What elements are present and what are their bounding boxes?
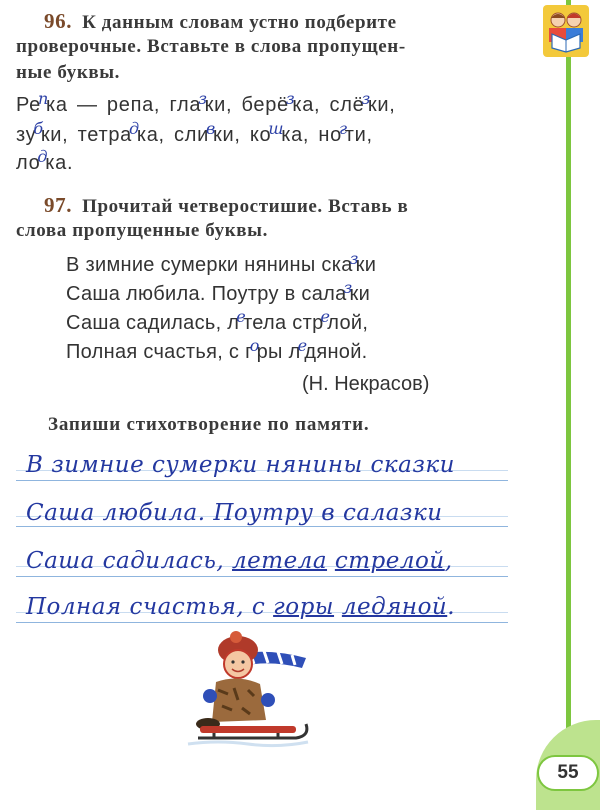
writing-task: Запиши стихотворение по памяти. <box>48 414 370 435</box>
exercise-97-line-1: Прочитай четверостишие. Вставь в <box>82 196 409 217</box>
poem-line-4: Полная счастья, с $г^оры$ $л^едяной$. <box>66 336 368 363</box>
writing-rule <box>16 576 508 577</box>
poem-line-1: В зимние сумерки нянины ска$^з$ки <box>66 249 377 276</box>
poem-author: (Н. Некрасов) <box>302 373 430 395</box>
inserted-letter: ш <box>268 119 285 138</box>
handwritten-line-4: Полная счастья, с горы ледяной. <box>26 594 456 620</box>
inserted-letter: е <box>297 336 308 355</box>
poem-line-3: Саша садилась, $л^етела$ стр$^е$лой, <box>66 307 369 334</box>
inserted-letter: г <box>339 119 348 138</box>
inserted-letter: е <box>236 307 247 326</box>
handwritten-line-2: Саша любила. Поутру в салазки <box>26 500 443 526</box>
writing-rule <box>16 526 508 527</box>
poem-line-2: Саша любила. Поутру в сала$^з$ки <box>66 278 371 305</box>
exercise-96-words-line-1: $Ре^пка$ — репа, гла$^з$ки, берё$^з$ка, слё$^з$ки, <box>16 89 396 116</box>
exercise-96-line-1: К данным словам устно подберите <box>82 12 397 33</box>
inserted-letter: о <box>249 336 260 355</box>
exercise-96-instruction <box>16 8 511 36</box>
child-on-sled-icon <box>178 630 318 750</box>
exercise-96-line-3: ные буквы. <box>16 62 121 83</box>
inserted-letter: в <box>205 119 216 138</box>
inserted-letter: п <box>37 89 49 108</box>
reading-children-icon <box>543 5 589 57</box>
inserted-letter: з <box>198 89 208 108</box>
writing-rule <box>16 622 508 623</box>
exercise-97-number: 97. <box>44 193 73 217</box>
inserted-letter: з <box>285 89 296 108</box>
page-number: 55 <box>537 755 599 791</box>
inserted-letter: з <box>349 249 359 268</box>
inserted-letter: б <box>33 119 44 138</box>
exercise-96-line-2: проверочные. Вставьте в слова пропущен- <box>16 36 406 57</box>
page-margin-line <box>566 0 571 800</box>
handwritten-line-3: Саша садилась, летела стрелой, <box>26 548 453 574</box>
exercise-96-number: 96. <box>44 9 73 33</box>
inserted-letter: з <box>343 278 353 297</box>
exercise-96-words-line-3: $ло^дка$. <box>16 147 74 174</box>
inserted-letter: д <box>37 147 49 166</box>
inserted-letter: е <box>320 307 331 326</box>
handwritten-line-1: В зимние сумерки нянины сказки <box>26 452 455 478</box>
exercise-97-instruction <box>16 192 511 220</box>
exercise-97-line-2: слова пропущенные буквы. <box>16 220 268 241</box>
inserted-letter: з <box>361 89 371 108</box>
writing-rule <box>16 480 508 481</box>
inserted-letter: д <box>128 119 140 138</box>
exercise-96-words-line-2: $зу^бки$, тетра$^д$ка, сли$^в$ки, $ко^шка$, $но^гти$, <box>16 119 373 146</box>
